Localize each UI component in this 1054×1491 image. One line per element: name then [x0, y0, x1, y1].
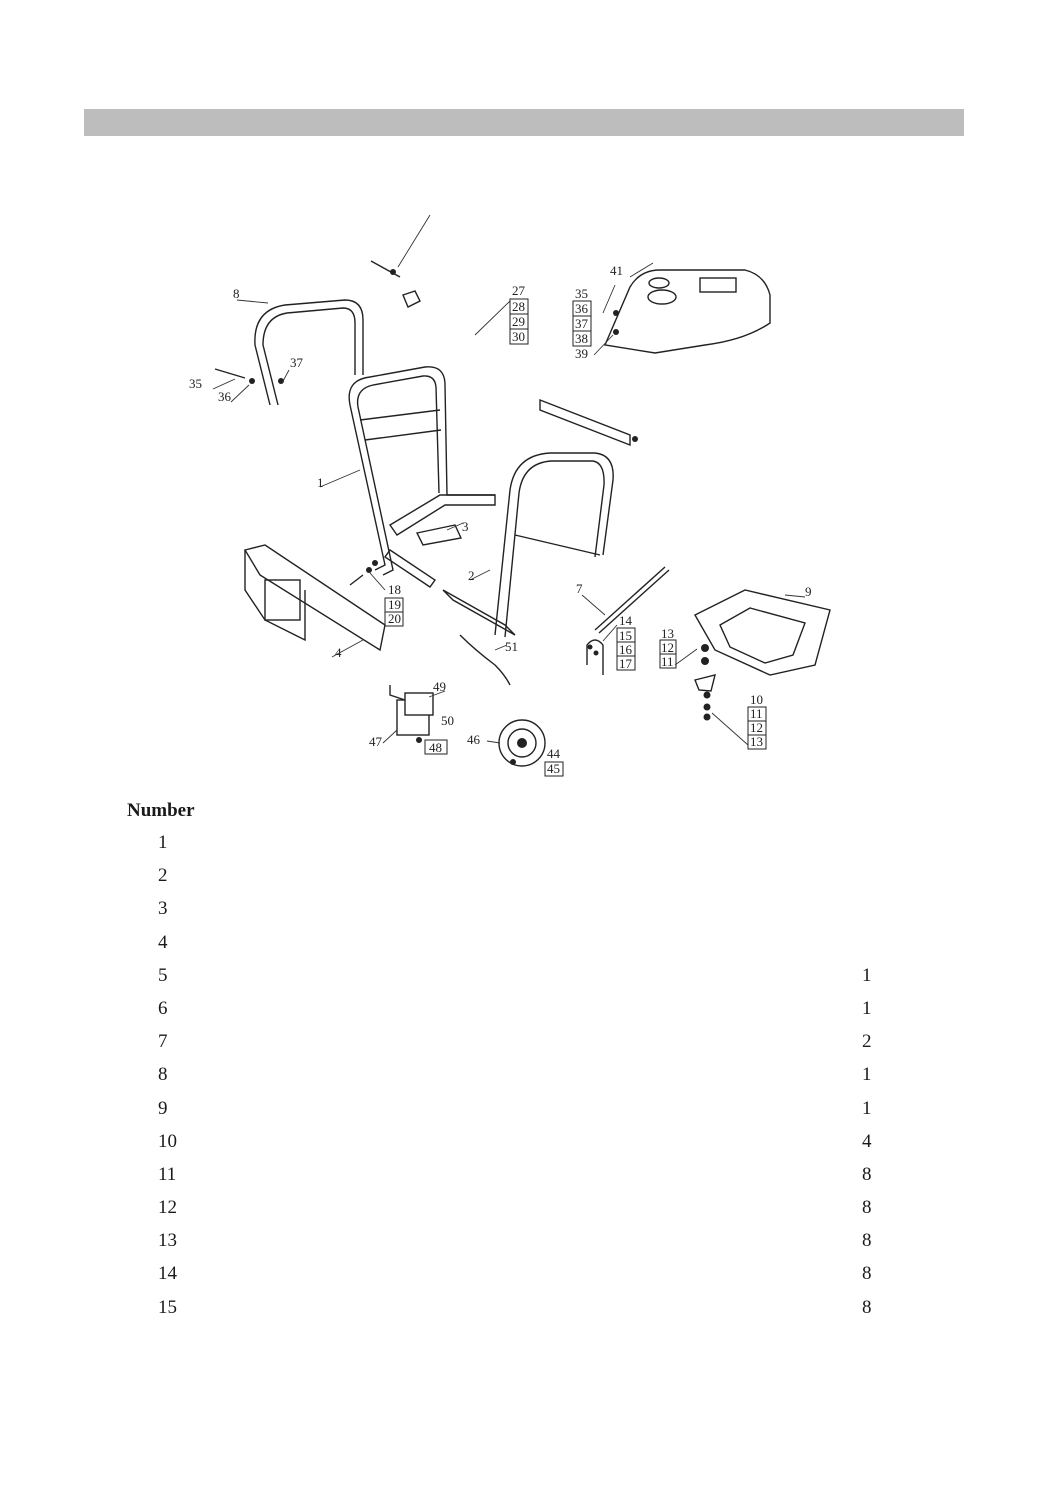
svg-text:39: 39 [575, 346, 588, 361]
svg-text:38: 38 [575, 331, 588, 346]
table-row [0, 1098, 1054, 1131]
svg-text:30: 30 [512, 329, 525, 344]
svg-text:17: 17 [619, 656, 632, 671]
svg-text:50: 50 [441, 713, 454, 728]
part-number: 5 [158, 964, 168, 986]
table-row [0, 965, 1054, 998]
svg-text:48: 48 [429, 740, 442, 755]
table-row [0, 1031, 1054, 1064]
part-number: 10 [158, 1130, 177, 1152]
part-quantity: 1 [862, 1097, 872, 1119]
part-quantity: 8 [862, 1197, 872, 1219]
svg-text:13: 13 [750, 734, 763, 749]
side-panel-part [245, 545, 385, 657]
header-bar [84, 109, 964, 136]
svg-text:1: 1 [317, 475, 324, 490]
svg-text:35: 35 [189, 376, 202, 391]
table-row [0, 998, 1054, 1031]
part-number: 12 [158, 1197, 177, 1219]
part-number: 15 [158, 1296, 177, 1318]
number-column-header: Number [127, 800, 195, 821]
svg-text:4: 4 [335, 645, 342, 660]
callout-labels [189, 263, 812, 776]
part-number: 6 [158, 997, 168, 1019]
svg-text:16: 16 [619, 642, 632, 657]
svg-text:27: 27 [512, 283, 525, 298]
part-quantity: 1 [862, 964, 872, 986]
svg-text:36: 36 [575, 301, 588, 316]
part-number: 9 [158, 1097, 168, 1119]
top-bolt-part [371, 215, 430, 307]
table-row [0, 1263, 1054, 1296]
table-row [0, 832, 1054, 865]
svg-text:14: 14 [619, 613, 632, 628]
top-cover-part [573, 263, 770, 355]
part-number: 3 [158, 898, 168, 920]
svg-text:12: 12 [661, 640, 674, 655]
exploded-frame-diagram [185, 195, 845, 785]
svg-text:46: 46 [467, 732, 480, 747]
svg-text:20: 20 [388, 611, 401, 626]
bracket-part [350, 523, 463, 626]
svg-text:15: 15 [619, 628, 632, 643]
svg-text:45: 45 [547, 761, 560, 776]
main-frame-part [320, 367, 495, 575]
part-number: 8 [158, 1064, 168, 1086]
second-frame-part [443, 453, 613, 637]
part-quantity: 4 [862, 1130, 872, 1152]
handle-bar-part [213, 300, 363, 405]
part-quantity: 8 [862, 1230, 872, 1252]
part-number: 14 [158, 1263, 177, 1285]
part-number: 4 [158, 931, 168, 953]
table-row [0, 1297, 1054, 1330]
table-row [0, 898, 1054, 931]
part-quantity: 8 [862, 1296, 872, 1318]
svg-text:11: 11 [750, 706, 763, 721]
svg-text:9: 9 [805, 584, 812, 599]
table-row [0, 1197, 1054, 1230]
part-quantity: 1 [862, 1064, 872, 1086]
svg-text:37: 37 [575, 316, 588, 331]
svg-text:13: 13 [661, 626, 674, 641]
parts-table-header [0, 800, 1054, 824]
part-number: 13 [158, 1230, 177, 1252]
svg-text:19: 19 [388, 597, 401, 612]
table-row [0, 1164, 1054, 1197]
svg-text:18: 18 [388, 582, 401, 597]
svg-text:36: 36 [218, 389, 231, 404]
table-row [0, 1131, 1054, 1164]
svg-text:28: 28 [512, 299, 525, 314]
svg-text:2: 2 [468, 568, 475, 583]
svg-text:49: 49 [433, 679, 446, 694]
svg-text:37: 37 [290, 355, 303, 370]
part-number: 11 [158, 1163, 177, 1185]
table-row [0, 932, 1054, 965]
base-plate-part [695, 590, 830, 675]
table-row [0, 1064, 1054, 1097]
part-number: 7 [158, 1031, 168, 1053]
parts-table [0, 832, 1054, 1330]
part-quantity: 1 [862, 997, 872, 1019]
svg-text:7: 7 [576, 581, 583, 596]
part-quantity: 8 [862, 1263, 872, 1285]
svg-text:44: 44 [547, 746, 560, 761]
svg-text:10: 10 [750, 692, 763, 707]
svg-text:35: 35 [575, 286, 588, 301]
table-row [0, 1230, 1054, 1263]
upper-rail-part [540, 400, 638, 445]
cable-part [460, 635, 510, 685]
svg-text:11: 11 [661, 654, 674, 669]
svg-text:51: 51 [505, 639, 518, 654]
part-number: 1 [158, 832, 168, 853]
table-row [0, 865, 1054, 898]
svg-text:3: 3 [462, 519, 469, 534]
svg-text:12: 12 [750, 720, 763, 735]
svg-text:29: 29 [512, 314, 525, 329]
svg-text:41: 41 [610, 263, 623, 278]
svg-text:47: 47 [369, 734, 382, 749]
part-quantity: 8 [862, 1163, 872, 1185]
svg-text:8: 8 [233, 286, 240, 301]
part-number: 2 [158, 865, 168, 887]
part-quantity: 2 [862, 1031, 872, 1053]
